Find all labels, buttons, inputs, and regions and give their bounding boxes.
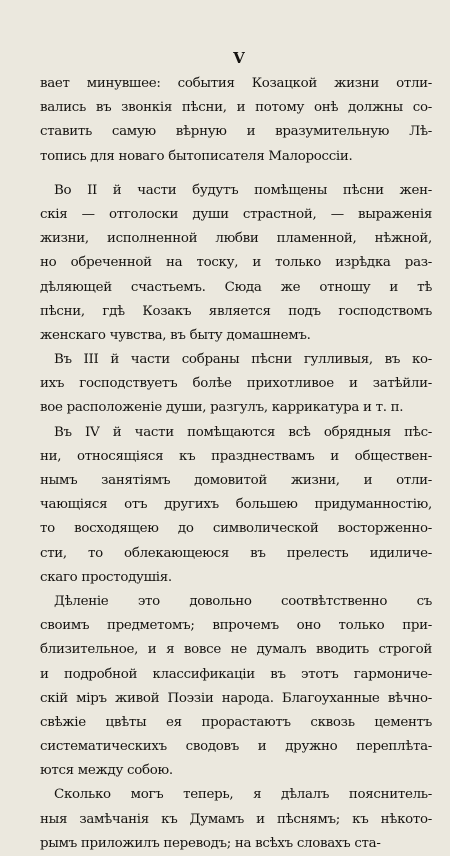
text-line: вались въ звонкія пѣсни, и потому онѣ должны со- (40, 100, 432, 116)
text-line: сти, то облекающеюся въ прелесть идиличе- (40, 545, 432, 561)
text-line: близительное, и я вовсе не думалъ вводить строгой (40, 642, 432, 658)
paragraph (40, 590, 432, 784)
text-line: своимъ предметомъ; впрочемъ оно только при- (40, 618, 432, 634)
text-line: жизни, исполненной любви пламенной, нѣжной, (40, 231, 432, 247)
text-line: ются между собою. (40, 763, 173, 779)
text-line: пѣсни, гдѣ Козакъ является подъ господствомъ (40, 303, 432, 319)
paragraph (40, 179, 432, 348)
text-line: Во II й части будутъ помѣщены пѣсни жен- (54, 182, 432, 198)
text-line: ныя замѣчанія къ Думамъ и пѣснямъ; къ нѣкото- (40, 811, 432, 827)
text-line: ни, относящіяся къ празднествамъ и обществен- (40, 448, 432, 464)
text-body (40, 72, 432, 856)
paragraph (40, 421, 432, 590)
text-line: ихъ господствуетъ болѣе прихотливое и затѣйли- (40, 376, 432, 392)
text-line: и подробной классификаціи въ этотъ гармониче- (40, 666, 432, 682)
text-line: скій міръ живой Поэзіи народа. Благоуханные вѣчно- (40, 690, 432, 706)
text-line: свѣжіе цвѣты ея прорастаютъ сквозь цементъ (40, 714, 432, 730)
text-line: Въ III й части собраны пѣсни гулливыя, въ ко- (54, 352, 432, 368)
text-line: но обреченной на тоску, и только изрѣдка раз- (40, 255, 432, 271)
text-line: Дѣленіе это довольно соотвѣтственно съ (54, 593, 432, 609)
text-line: Въ IV й части помѣщаются всѣ обрядныя пѣс- (54, 424, 432, 440)
text-line: чающіяся отъ другихъ большею придуманностію, (40, 497, 432, 513)
text-line: топись для новаго бытописателя Малороссіи. (40, 148, 353, 164)
text-line: ставить самую вѣрную и вразумительную Лѣ- (40, 124, 432, 140)
paragraph (40, 348, 432, 421)
text-line: то восходящею до символической восторженно- (40, 521, 432, 537)
text-line: вает минувшее: события Козацкой жизни отли- (40, 76, 432, 91)
text-line: нымъ занятіямъ домовитой жизни, и отли- (40, 473, 432, 488)
text-line: скія — отголоски души страстной, — выраженія (40, 206, 432, 222)
text-line: вое расположеніе души, разгулъ, каррикатура и т. п. (40, 400, 404, 416)
text-line: рымъ приложилъ переводъ; на всѣхъ словахъ ста- (40, 835, 381, 851)
text-line: систематическихъ сводовъ и дружно переплѣта- (40, 739, 432, 755)
paragraph (40, 72, 432, 169)
text-line: скаго простодушія. (40, 569, 172, 585)
page-number: V (233, 49, 245, 67)
text-line: дѣляющей счастьемъ. Сюда же отношу и тѣ (40, 279, 432, 295)
paragraph (40, 783, 432, 856)
text-line: женскаго чувства, въ быту домашнемъ. (40, 327, 311, 343)
text-line: Сколько могъ теперь, я дѣлалъ пояснитель- (54, 787, 432, 803)
